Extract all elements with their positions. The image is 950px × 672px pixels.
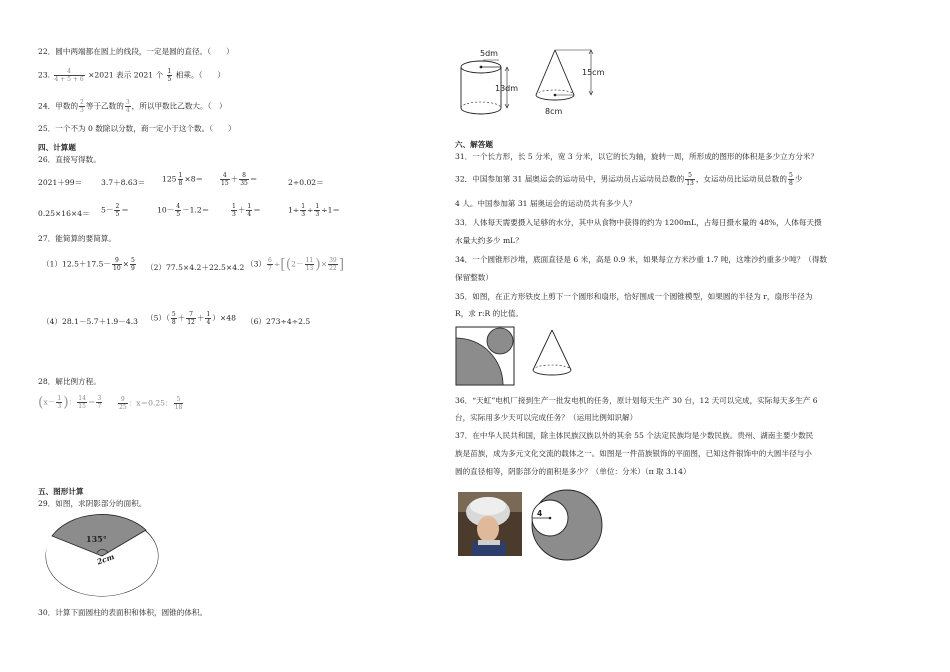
cone-diameter-label: 8cm bbox=[545, 107, 563, 116]
q33-continued: 水量大约多少 mL？ bbox=[455, 236, 523, 245]
angle-label: 135° bbox=[86, 534, 107, 544]
q34: 34．一个圆锥形沙堆，底面直径是 6 米，高是 0.9 米，如果每立方米沙重 1.7 吨，这堆沙约重多少吨？（得数 bbox=[455, 255, 828, 264]
q23-fraction: $\frac{4}{4 + 5 + 6}$ bbox=[54, 68, 84, 83]
simplify-4: （4）28.1－5.7＋1.9－4.3 bbox=[42, 317, 138, 326]
q23 bbox=[38, 68, 225, 83]
q23-num: 23. bbox=[38, 70, 51, 80]
calc-r2-b: 5－ $\frac{2}{5}$ ＝ bbox=[101, 203, 129, 218]
radius-label: 2cm bbox=[95, 552, 116, 567]
cylinder-diameter-label: 5dm bbox=[480, 49, 498, 58]
cylinder-height-label: 13dm bbox=[495, 84, 519, 93]
figure-29-circle bbox=[40, 520, 170, 600]
q32-continued: 4 人。中国参加第 31 届奥运会的运动员共有多少人？ bbox=[455, 199, 637, 208]
simplify-6: （6）273÷4÷2.5 bbox=[246, 317, 311, 326]
section-4-heading: 四、计算题 bbox=[38, 143, 76, 152]
q23-tail: 相乘。（ ） bbox=[175, 70, 226, 80]
q36: 36．“天虹”电机厂接到生产一批发电机的任务，原计划每天生产 30 台，12 天可以完成，实际每天多生产 6 bbox=[455, 396, 818, 405]
q37-continued: 族是苗族，成为多元文化交流的载体之一。如图是一件苗族银饰的平面图，已知这件银饰中的大圆半径与小 bbox=[455, 449, 812, 458]
q23-fraction2: $\frac{1}{5}$ bbox=[167, 68, 172, 83]
q35: 35．如图，在正方形铁皮上剪下一个圆形和扇形，恰好围成一个圆锥模型，如果圆的半径为 r，扇形半径为 bbox=[455, 292, 813, 301]
cone-height-label: 15cm bbox=[582, 68, 605, 77]
q28: 28．解比例方程。 bbox=[38, 377, 101, 386]
q24: 24．甲数的 $\frac{2}{3}$ 等于乙数的 $\frac{3}{4}$ ，所以甲数比乙数大。（ ） bbox=[38, 99, 227, 114]
q37-continued-2: 圆的直径相等，阴影部分的面积是多少？（单位：分米）（π 取 3.14） bbox=[455, 467, 691, 476]
q23-mid: ×2021 表示 2021 个 bbox=[88, 70, 164, 80]
q34-continued: 保留整数） bbox=[455, 273, 493, 282]
q26: 26．直接写得数。 bbox=[38, 155, 101, 164]
simplify-1: （1）12.5＋17.5－ $\frac{9}{10}$ × $\frac{5}{9}$ bbox=[42, 257, 135, 272]
calc-r1-a: 2021＋99＝ bbox=[38, 178, 83, 187]
simplify-5: （5）（ $\frac{5}{8}$ ＋ $\frac{7}{12}$ ＋ $\frac{1}{4}$ ）×48 bbox=[146, 311, 236, 326]
q37: 37．在中华人民共和国，除主体民族汉族以外的其余 55 个法定民族均是少数民族。贵州、湖南主要少数民 bbox=[455, 431, 814, 440]
q31: 31．一个长方形，长 5 分米，宽 3 分米，以它的长为轴，旋转一周，所形成的图形的体积是多少立方分米？ bbox=[455, 152, 819, 161]
equation-1: (x－ $\frac{1}{3}$ )： $\frac{14}{15}$ ＝ $\frac{3}{7}$ bbox=[38, 394, 102, 411]
q30: 30．计算下面圆柱的表面积和体积，圆锥的体积。 bbox=[38, 608, 208, 617]
miao-silver-photo bbox=[458, 492, 522, 556]
figure-30-solids bbox=[455, 42, 615, 122]
calc-r2-a: 0.25×16×4＝ bbox=[38, 209, 90, 218]
calc-r2-d: $\frac{1}{3}$ ＋ $\frac{1}{4}$ ＝ bbox=[232, 203, 261, 218]
small-circle bbox=[487, 328, 513, 354]
simplify-2: （2）77.5×4.2＋22.5×4.2 bbox=[146, 263, 245, 272]
q22: 22．圆中两端都在圆上的线段，一定是圆的直径。（ ） bbox=[38, 47, 234, 56]
radius-label: 4 bbox=[537, 509, 543, 518]
calc-r1-c: 125 $\frac{1}{8}$ ×8＝ bbox=[162, 172, 204, 187]
figure-37 bbox=[530, 488, 605, 563]
equation-2: $\frac{9}{25}$ ：x＝0.25： $\frac{5}{18}$ bbox=[119, 396, 183, 411]
section-6-heading: 六、解答题 bbox=[455, 140, 493, 149]
q36-continued: 台，实际用多少天可以完成任务？（运用比例知识解） bbox=[455, 413, 638, 422]
q27: 27．能简算的要简算。 bbox=[38, 234, 117, 243]
q29: 29．如图，求阴影部分的面积。 bbox=[38, 499, 147, 508]
simplify-3: （3） $\frac{6}{7}$ ÷[(2－ $\frac{11}{13}$ )× $\frac{39}{22}$ ] bbox=[246, 256, 345, 273]
q32: 32．中国参加第 31 届奥运会的运动员中，男运动员占运动员总数的 $\frac{5}{13}$ ，女运动员比运动员总数的 $\frac{5}{8}$ 少 bbox=[455, 172, 803, 187]
calc-r1-e: 2÷0.02＝ bbox=[288, 178, 324, 187]
calc-r2-c: 10－ $\frac{4}{5}$ －1.2＝ bbox=[157, 203, 210, 218]
figure-35 bbox=[455, 326, 585, 388]
q33: 33．人体每天需要摄入足够的水分，其中从食物中获得的约为 1200mL，占每日摄水量的 48%，人体每天摄 bbox=[455, 218, 822, 227]
q25: 25．一个不为 0 数除以分数，商一定小于这个数。（ ） bbox=[38, 124, 236, 133]
calc-r2-e: 1÷ $\frac{1}{3}$ ÷ $\frac{1}{3}$ ÷1＝ bbox=[288, 203, 341, 218]
calc-r1-d: $\frac{4}{15}$ ＋ $\frac{8}{35}$ ＝ bbox=[221, 172, 258, 187]
calc-r1-b: 3.7＋8.63＝ bbox=[101, 178, 146, 187]
q35-continued: R，求 r:R 的比值。 bbox=[455, 309, 524, 318]
section-5-heading: 五、图形计算 bbox=[38, 487, 84, 496]
